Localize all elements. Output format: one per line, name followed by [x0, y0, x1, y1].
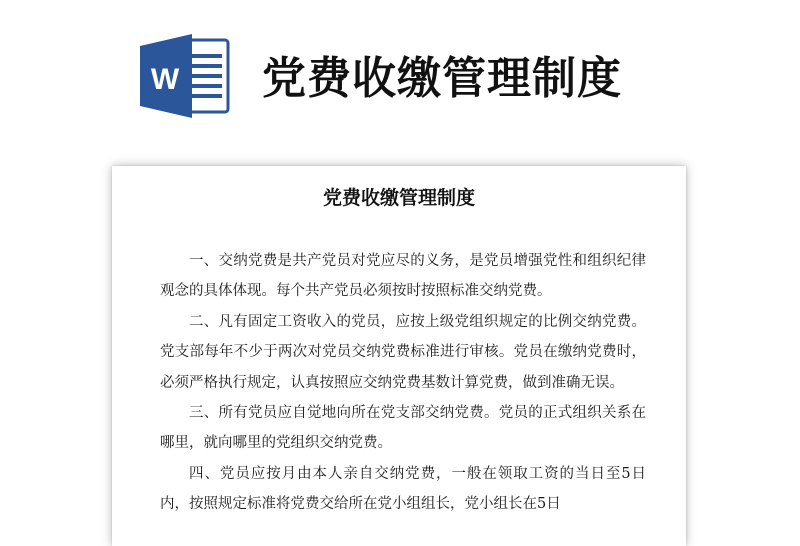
document-body: [160, 246, 646, 520]
word-icon-letter: W: [150, 63, 180, 96]
paragraph-1: 一、交纳党费是共产党员对党应尽的义务，是党员增强党性和组织纪律观念的具体体现。每个共产党员必须按时按照标准交纳党费。: [160, 253, 646, 300]
paragraph-3: 三、所有党员应自觉地向所在党支部交纳党费。党员的正式组织关系在哪里，就向哪里的党组织交纳党费。: [160, 405, 646, 452]
paragraph-2: 二、凡有固定工资收入的党员，应按上级党组织规定的比例交纳党费。党支部每年不少于两次对党员交纳党费标准进行审核。党员在缴纳党费时，必须严格执行规定，认真按照应交纳党费基数计算党费，做到准确无误。: [160, 313, 646, 391]
document-page: [112, 166, 686, 546]
document-title: 党费收缴管理制度: [322, 187, 475, 209]
banner-title: 党费收缴管理制度: [262, 53, 622, 104]
banner: [0, 0, 800, 140]
word-document-icon: [140, 34, 230, 118]
paragraph-4: 四、党员应按月由本人亲自交纳党费，一般在领取工资的当日至5日内，按照规定标准将党费交给所在党小组组长，党小组长在5日: [160, 465, 646, 513]
